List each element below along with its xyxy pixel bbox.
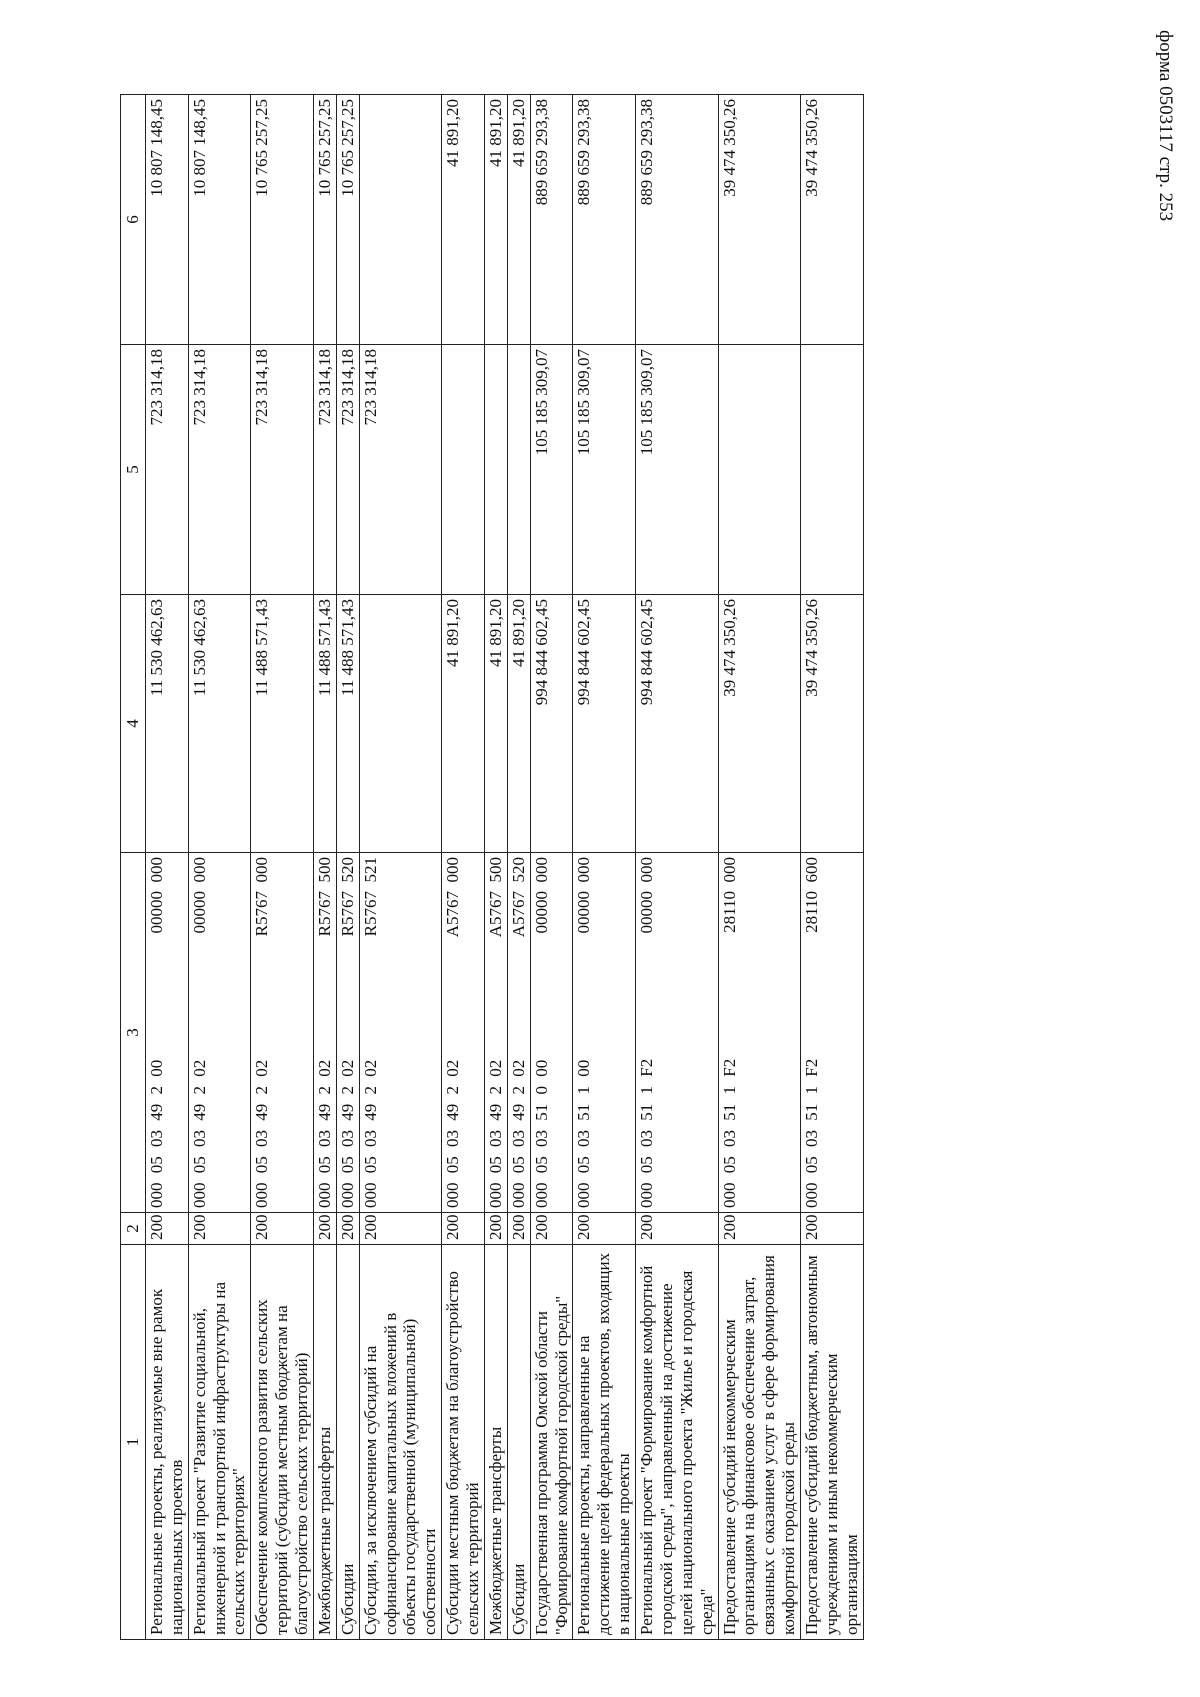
budget-code-classifier: 000 05 03 49 2 02: [252, 1059, 272, 1208]
row-approved-amount-cell: [359, 595, 442, 853]
row-line-code-cell: 200: [442, 1213, 485, 1245]
budget-code: [720, 857, 740, 1208]
budget-code-article: A5767 500: [485, 857, 505, 938]
row-approved-amount-cell: 39 474 350,26: [801, 595, 864, 853]
budget-code: [190, 857, 210, 1208]
budget-code: [637, 857, 657, 1208]
row-budget-code-cell: [530, 853, 573, 1213]
budget-code: [147, 857, 167, 1208]
row-name-cell: Региональный проект "Развитие социальной, инженерной и транспортной инфраструктуры на сельских территориях": [188, 1245, 251, 1640]
column-number: 5: [121, 345, 146, 595]
budget-code-article: 00000 000: [146, 857, 166, 934]
table-row: [336, 95, 359, 1640]
row-approved-amount-cell: 11 488 571,43: [251, 595, 314, 853]
row-executed-amount-cell: 105 185 309,07: [530, 345, 573, 595]
row-approved-amount-cell: 11 530 462,63: [145, 595, 188, 853]
row-unexecuted-amount-cell: 10 765 257,25: [336, 95, 359, 345]
budget-code-article: R5767 520: [337, 857, 357, 937]
row-approved-amount-cell: 994 844 602,45: [573, 595, 636, 853]
table-row: [801, 95, 864, 1640]
budget-code-classifier: 000 05 03 49 2 02: [337, 1059, 357, 1208]
row-unexecuted-amount-cell: 39 474 350,26: [801, 95, 864, 345]
budget-code-article: R5767 000: [252, 857, 272, 937]
row-unexecuted-amount-cell: 889 659 293,38: [530, 95, 573, 345]
row-unexecuted-amount-cell: 10 807 148,45: [145, 95, 188, 345]
table-row: [484, 95, 507, 1640]
budget-code-classifier: 000 05 03 49 2 02: [314, 1059, 334, 1208]
row-name-cell: Предоставление субсидий бюджетным, автономным учреждениям и иным некоммерческим организациям: [801, 1245, 864, 1640]
table-row: [442, 95, 485, 1640]
row-executed-amount-cell: 723 314,18: [145, 345, 188, 595]
table-row: [530, 95, 573, 1640]
row-budget-code-cell: [484, 853, 507, 1213]
budget-code: [486, 857, 506, 1208]
budget-code-classifier: 000 05 03 49 2 02: [485, 1059, 505, 1208]
row-budget-code-cell: [507, 853, 530, 1213]
row-unexecuted-amount-cell: 889 659 293,38: [573, 95, 636, 345]
row-unexecuted-amount-cell: 10 807 148,45: [188, 95, 251, 345]
row-executed-amount-cell: [801, 345, 864, 595]
budget-code: [338, 857, 358, 1208]
row-approved-amount-cell: 41 891,20: [442, 595, 485, 853]
budget-code: [443, 857, 463, 1208]
row-budget-code-cell: [313, 853, 336, 1213]
table-row: [188, 95, 251, 1640]
row-executed-amount-cell: 723 314,18: [251, 345, 314, 595]
budget-code-classifier: 000 05 03 49 2 02: [508, 1059, 528, 1208]
row-executed-amount-cell: 723 314,18: [313, 345, 336, 595]
row-line-code-cell: 200: [484, 1213, 507, 1245]
row-executed-amount-cell: [718, 345, 801, 595]
row-unexecuted-amount-cell: 41 891,20: [442, 95, 485, 345]
row-name-cell: Межбюджетные трансферты: [313, 1245, 336, 1640]
row-line-code-cell: 200: [718, 1213, 801, 1245]
row-unexecuted-amount-cell: 41 891,20: [484, 95, 507, 345]
row-budget-code-cell: [801, 853, 864, 1213]
row-budget-code-cell: [636, 853, 719, 1213]
table-body: [145, 95, 863, 1640]
row-approved-amount-cell: 41 891,20: [484, 595, 507, 853]
budget-code: [252, 857, 272, 1208]
row-approved-amount-cell: 11 488 571,43: [336, 595, 359, 853]
budget-code-classifier: 000 05 03 49 2 00: [146, 1059, 166, 1208]
budget-code: [802, 857, 822, 1208]
row-line-code-cell: 200: [359, 1213, 442, 1245]
table-row: [251, 95, 314, 1640]
row-line-code-cell: 200: [507, 1213, 530, 1245]
table-row: [313, 95, 336, 1640]
table-row: [718, 95, 801, 1640]
rotated-table-container: [120, 95, 864, 1640]
row-name-cell: Предоставление субсидий некоммерческим организациям на финансовое обеспечение затрат, связанных с оказанием услуг в сфере формирования комфортной городской среды: [718, 1245, 801, 1640]
row-approved-amount-cell: 994 844 602,45: [530, 595, 573, 853]
row-executed-amount-cell: 723 314,18: [188, 345, 251, 595]
row-unexecuted-amount-cell: 10 765 257,25: [251, 95, 314, 345]
row-name-cell: Региональный проект "Формирование комфортной городской среды", направленный на достижение целей национального проекта "Жилье и городская среда": [636, 1245, 719, 1640]
budget-code-article: 00000 000: [189, 857, 209, 934]
row-budget-code-cell: [336, 853, 359, 1213]
row-budget-code-cell: [188, 853, 251, 1213]
budget-execution-table: [120, 94, 864, 1640]
row-budget-code-cell: [145, 853, 188, 1213]
table-row: [359, 95, 442, 1640]
row-budget-code-cell: [718, 853, 801, 1213]
row-unexecuted-amount-cell: 889 659 293,38: [636, 95, 719, 345]
row-approved-amount-cell: 39 474 350,26: [718, 595, 801, 853]
row-name-cell: Субсидии: [507, 1245, 530, 1640]
row-executed-amount-cell: 105 185 309,07: [636, 345, 719, 595]
column-number: 1: [121, 1245, 146, 1640]
budget-code-article: R5767 500: [314, 857, 334, 937]
table-row: [573, 95, 636, 1640]
row-executed-amount-cell: [507, 345, 530, 595]
row-name-cell: Субсидии: [336, 1245, 359, 1640]
row-approved-amount-cell: 11 488 571,43: [313, 595, 336, 853]
row-line-code-cell: 200: [530, 1213, 573, 1245]
row-line-code-cell: 200: [336, 1213, 359, 1245]
budget-code-article: 00000 000: [531, 857, 551, 934]
budget-code-classifier: 000 05 03 51 1 F2: [637, 1058, 656, 1208]
row-name-cell: Межбюджетные трансферты: [484, 1245, 507, 1640]
row-executed-amount-cell: [442, 345, 485, 595]
budget-code-classifier: 000 05 03 49 2 02: [443, 1059, 463, 1208]
row-line-code-cell: 200: [573, 1213, 636, 1245]
budget-code-classifier: 000 05 03 51 1 00: [574, 1059, 594, 1208]
column-number-row: [121, 95, 146, 1640]
row-line-code-cell: 200: [188, 1213, 251, 1245]
row-name-cell: Обеспечение комплексного развития сельских территорий (субсидии местным бюджетам на благоустройство сельских территорий): [251, 1245, 314, 1640]
budget-code-article: 28110 000: [719, 857, 739, 933]
form-page-label: форма 0503117 стр. 253: [1155, 30, 1176, 222]
row-line-code-cell: 200: [251, 1213, 314, 1245]
row-name-cell: Региональные проекты, реализуемые вне рамок национальных проектов: [145, 1245, 188, 1640]
row-budget-code-cell: [573, 853, 636, 1213]
row-line-code-cell: 200: [636, 1213, 719, 1245]
row-budget-code-cell: [359, 853, 442, 1213]
budget-code: [574, 857, 594, 1208]
budget-code-article: A5767 520: [508, 857, 528, 938]
row-executed-amount-cell: 723 314,18: [336, 345, 359, 595]
table-row: [145, 95, 188, 1640]
row-name-cell: Субсидии местным бюджетам на благоустройство сельских территорий: [442, 1245, 485, 1640]
budget-code-article: 00000 000: [637, 857, 656, 934]
budget-code-article: R5767 521: [360, 857, 380, 937]
row-name-cell: Региональные проекты, направленные на достижение целей федеральных проектов, входящих в национальные проекты: [573, 1245, 636, 1640]
budget-code-classifier: 000 05 03 49 2 02: [189, 1059, 209, 1208]
row-line-code-cell: 200: [801, 1213, 864, 1245]
row-approved-amount-cell: 41 891,20: [507, 595, 530, 853]
budget-code: [509, 857, 529, 1208]
table-row: [636, 95, 719, 1640]
row-unexecuted-amount-cell: 41 891,20: [507, 95, 530, 345]
row-budget-code-cell: [442, 853, 485, 1213]
column-number: 4: [121, 595, 146, 853]
row-approved-amount-cell: 11 530 462,63: [188, 595, 251, 853]
budget-code: [361, 857, 381, 1208]
row-executed-amount-cell: 105 185 309,07: [573, 345, 636, 595]
row-unexecuted-amount-cell: [359, 95, 442, 345]
budget-code-classifier: 000 05 03 51 1 F2: [719, 1058, 739, 1208]
row-line-code-cell: 200: [145, 1213, 188, 1245]
column-number: 3: [121, 853, 146, 1213]
row-executed-amount-cell: 723 314,18: [359, 345, 442, 595]
row-name-cell: Субсидии, за исключением субсидий на софинансирование капитальных вложений в объекты государственной (муниципальной) собственности: [359, 1245, 442, 1640]
budget-code-article: A5767 000: [443, 857, 463, 938]
budget-code-article: 28110 600: [802, 857, 821, 933]
row-unexecuted-amount-cell: 10 765 257,25: [313, 95, 336, 345]
row-name-cell: Государственная программа Омской области "Формирование комфортной городской среды": [530, 1245, 573, 1640]
row-executed-amount-cell: [484, 345, 507, 595]
budget-code: [315, 857, 335, 1208]
table-row: [507, 95, 530, 1640]
budget-code-classifier: 000 05 03 51 0 00: [531, 1059, 551, 1208]
budget-code-classifier: 000 05 03 51 1 F2: [802, 1058, 821, 1208]
column-number: 6: [121, 95, 146, 345]
budget-code-article: 00000 000: [574, 857, 594, 934]
budget-code: [532, 857, 552, 1208]
row-approved-amount-cell: 994 844 602,45: [636, 595, 719, 853]
budget-code-classifier: 000 05 03 49 2 02: [360, 1059, 380, 1208]
row-line-code-cell: 200: [313, 1213, 336, 1245]
row-unexecuted-amount-cell: 39 474 350,26: [718, 95, 801, 345]
column-number: 2: [121, 1213, 146, 1245]
row-budget-code-cell: [251, 853, 314, 1213]
